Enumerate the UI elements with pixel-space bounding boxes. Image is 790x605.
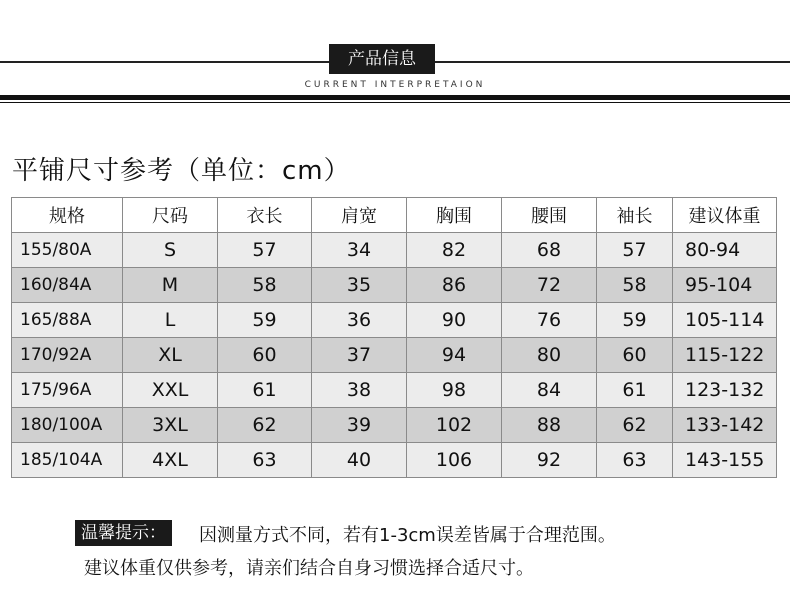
- table-cell: S: [123, 233, 218, 268]
- table-cell: 62: [597, 408, 673, 443]
- table-row: [12, 373, 777, 408]
- table-header-row: [12, 198, 777, 233]
- table-cell: 3XL: [123, 408, 218, 443]
- table-cell: 4XL: [123, 443, 218, 478]
- table-cell: 61: [597, 373, 673, 408]
- column-header: 规格: [12, 198, 123, 233]
- table-cell: 60: [597, 338, 673, 373]
- table-row: [12, 268, 777, 303]
- table-cell: XL: [123, 338, 218, 373]
- table-cell: 90: [407, 303, 502, 338]
- table-cell: 123-132: [673, 373, 777, 408]
- table-cell: 102: [407, 408, 502, 443]
- note-text-line1: 因测量方式不同，若有1-3cm误差皆属于合理范围。: [199, 525, 616, 546]
- table-cell: 115-122: [673, 338, 777, 373]
- table-cell: 143-155: [673, 443, 777, 478]
- size-table: [11, 197, 777, 478]
- table-cell: 160/84A: [12, 268, 123, 303]
- table-cell: 80: [502, 338, 597, 373]
- header-thin-divider: [0, 102, 790, 103]
- header-thick-divider: [0, 95, 790, 100]
- table-cell: 68: [502, 233, 597, 268]
- table-cell: 62: [218, 408, 312, 443]
- table-cell: 36: [312, 303, 407, 338]
- table-cell: 95-104: [673, 268, 777, 303]
- note-label: 温馨提示：: [75, 520, 172, 546]
- table-row: [12, 443, 777, 478]
- table-cell: 92: [502, 443, 597, 478]
- table-cell: 170/92A: [12, 338, 123, 373]
- table-cell: 165/88A: [12, 303, 123, 338]
- table-cell: 86: [407, 268, 502, 303]
- table-cell: 39: [312, 408, 407, 443]
- table-cell: 82: [407, 233, 502, 268]
- table-cell: 80-94: [673, 233, 777, 268]
- table-cell: 63: [218, 443, 312, 478]
- table-cell: 63: [597, 443, 673, 478]
- table-row: [12, 303, 777, 338]
- table-cell: 57: [597, 233, 673, 268]
- column-header: 建议体重: [673, 198, 777, 233]
- table-cell: 58: [597, 268, 673, 303]
- table-cell: 58: [218, 268, 312, 303]
- column-header: 胸围: [407, 198, 502, 233]
- table-cell: 57: [218, 233, 312, 268]
- table-cell: 76: [502, 303, 597, 338]
- table-cell: 133-142: [673, 408, 777, 443]
- table-cell: 59: [597, 303, 673, 338]
- table-cell: 180/100A: [12, 408, 123, 443]
- table-row: [12, 408, 777, 443]
- table-cell: 84: [502, 373, 597, 408]
- column-header: 尺码: [123, 198, 218, 233]
- column-header: 袖长: [597, 198, 673, 233]
- table-cell: 72: [502, 268, 597, 303]
- table-cell: 155/80A: [12, 233, 123, 268]
- table-row: [12, 338, 777, 373]
- table-cell: 88: [502, 408, 597, 443]
- note-text-line2: 建议体重仅供参考，请亲们结合自身习惯选择合适尺寸。: [84, 558, 534, 579]
- table-cell: 38: [312, 373, 407, 408]
- table-cell: 61: [218, 373, 312, 408]
- table-cell: 40: [312, 443, 407, 478]
- column-header: 衣长: [218, 198, 312, 233]
- table-cell: XXL: [123, 373, 218, 408]
- table-cell: 60: [218, 338, 312, 373]
- table-cell: 37: [312, 338, 407, 373]
- table-cell: 34: [312, 233, 407, 268]
- table-heading: 平铺尺寸参考（单位：cm）: [12, 156, 351, 186]
- table-cell: 98: [407, 373, 502, 408]
- table-cell: 105-114: [673, 303, 777, 338]
- table-cell: 35: [312, 268, 407, 303]
- table-cell: M: [123, 268, 218, 303]
- column-header: 腰围: [502, 198, 597, 233]
- section-subtitle: CURRENT INTERPRETAION: [304, 80, 486, 90]
- table-cell: 94: [407, 338, 502, 373]
- table-row: [12, 233, 777, 268]
- table-cell: 185/104A: [12, 443, 123, 478]
- table-cell: L: [123, 303, 218, 338]
- table-cell: 106: [407, 443, 502, 478]
- table-cell: 59: [218, 303, 312, 338]
- section-title: 产品信息: [329, 44, 435, 74]
- table-cell: 175/96A: [12, 373, 123, 408]
- column-header: 肩宽: [312, 198, 407, 233]
